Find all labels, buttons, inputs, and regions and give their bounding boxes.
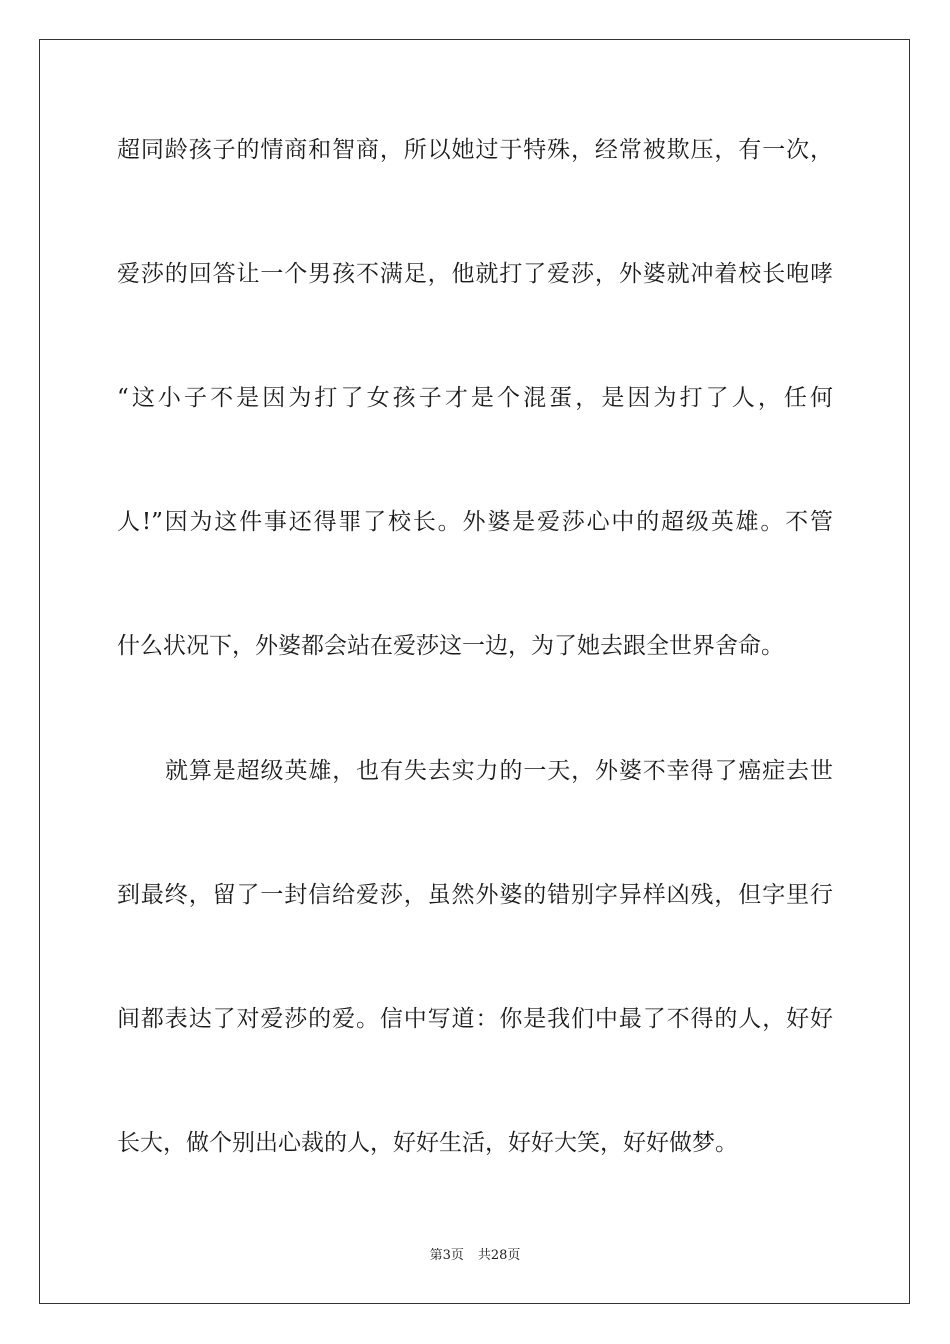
text-line-5: 什么状况下，外婆都会站在爱莎这一边，为了她去跟全世界舍命。: [117, 633, 784, 659]
text-line-3: “这小子不是因为打了女孩子才是个混蛋，是因为打了人，任何: [117, 385, 833, 411]
text-line-2: 爱莎的回答让一个男孩不满足，他就打了爱莎，外婆就冲着校长咆哮: [117, 261, 833, 287]
text-line-7: 到最终，留了一封信给爱莎，虽然外婆的错别字异样凶残，但字里行: [117, 882, 833, 908]
text-line-1: 超同龄孩子的情商和智商，所以她过于特殊，经常被欺压，有一次，: [117, 137, 833, 163]
page-footer: [0, 1245, 950, 1267]
text-line-8: 间都表达了对爱莎的爱。信中写道：你是我们中最了不得的人，好好: [117, 1006, 833, 1032]
text-line-9: 长大，做个别出心裁的人，好好生活，好好大笑，好好做梦。: [117, 1130, 738, 1156]
page-number: 第3页: [429, 1248, 464, 1263]
page-border: [39, 39, 910, 1304]
text-line-4: 人!”因为这件事还得罪了校长。外婆是爱莎心中的超级英雄。不管: [117, 509, 833, 535]
total-pages: 共28页: [477, 1248, 521, 1263]
text-line-6: 就算是超级英雄，也有失去实力的一天，外婆不幸得了癌症去世: [165, 758, 833, 784]
